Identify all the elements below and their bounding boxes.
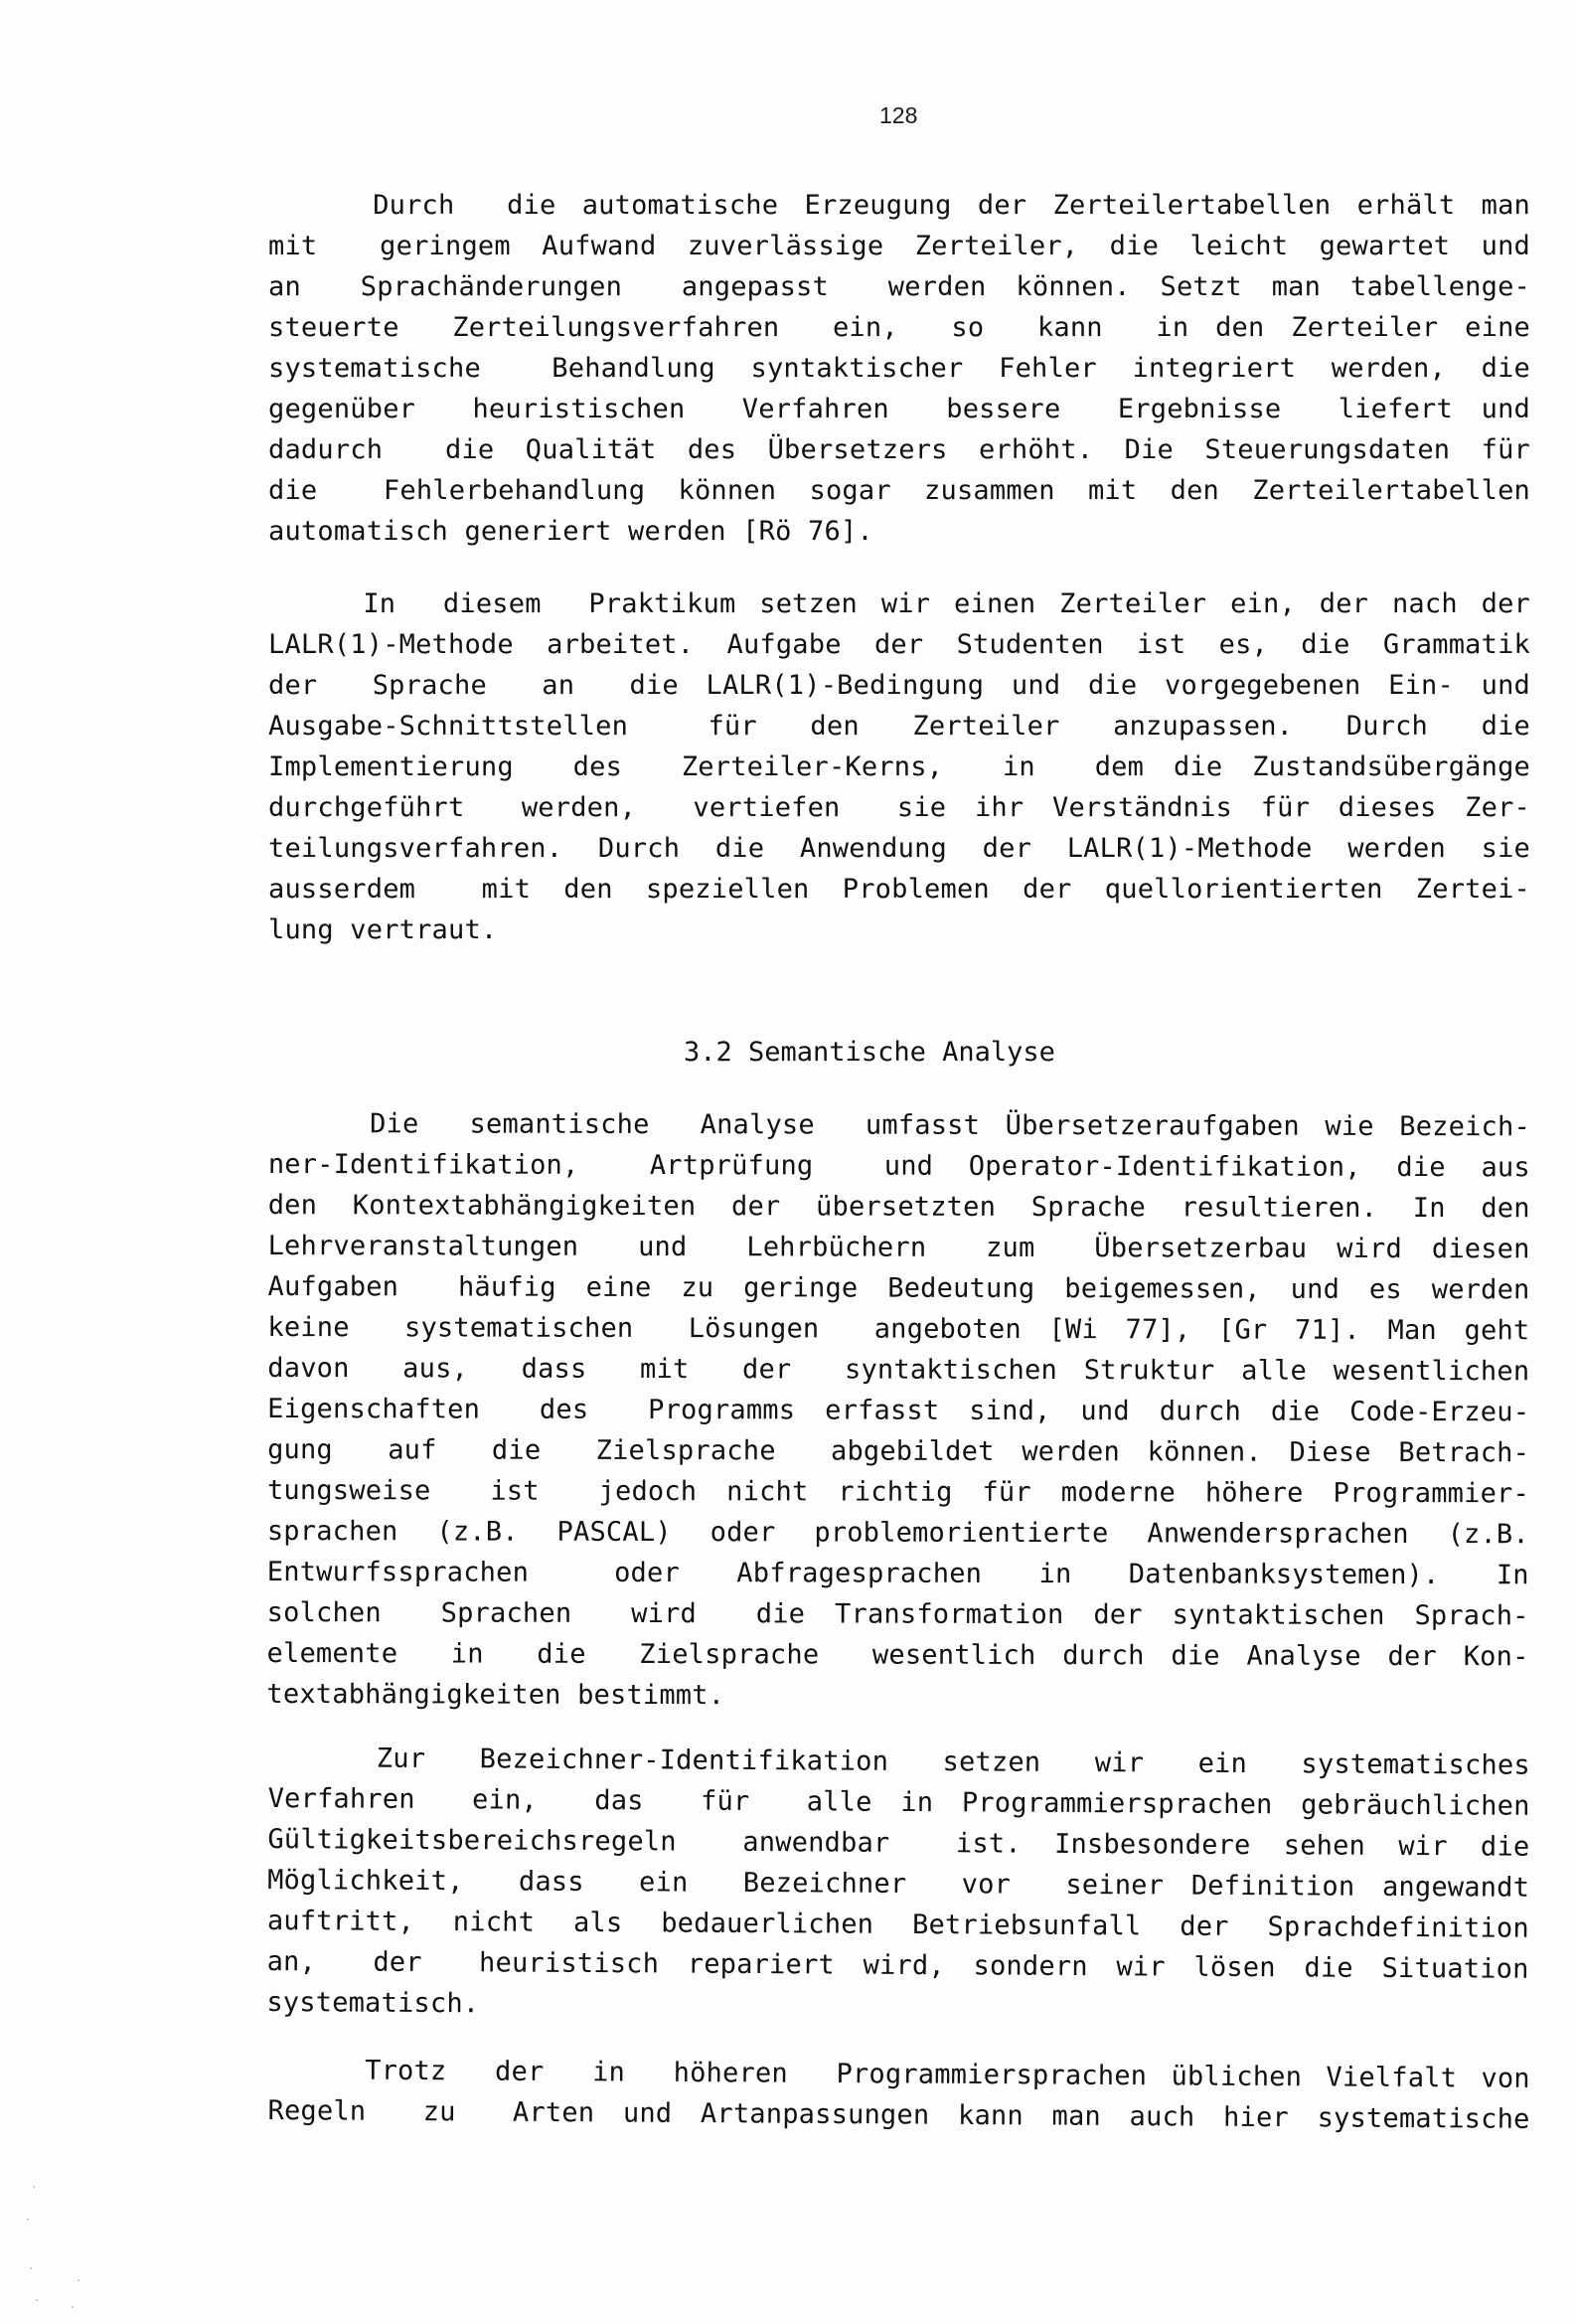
paragraph-praktikum-lalr [268,583,1530,950]
text-line: die Fehlerbehandlung können sogar zusammen mit den Zerteilertabellen [268,475,1530,506]
scan-speck [30,2267,32,2269]
text-line: gegenüber heuristischen Verfahren bessere Ergebnisse liefert und [268,394,1530,424]
paragraph-arten-artanpassungen [267,2050,1530,2140]
text-line: systematisch. [266,1986,480,2020]
text-line: ner-Identifikation, Artprüfung und Operator-Identifikation, die aus [267,1148,1530,1184]
text-line: auftritt, nicht als bedauerlichen Betriebsunfall der Sprachdefinition [266,1905,1529,1944]
text-line: Regeln zu Arten und Artanpassungen kann man auch hier systematische [267,2094,1530,2135]
text-line: In diesem Praktikum setzen wir einen Zerteiler ein, der nach der [268,588,1530,619]
text-line: gung auf die Zielsprache abgebildet werden können. Diese Betrach- [267,1433,1530,1469]
text-line: davon aus, dass mit der syntaktischen Struktur alle wesentlichen [267,1352,1530,1388]
scan-speck [27,2219,29,2221]
scan-speck [33,2186,35,2188]
section-heading: 3.2 Semantische Analyse [684,1037,1055,1068]
text-line: systematische Behandlung syntaktischer Fehler integriert werden, die [268,353,1530,384]
text-line: LALR(1)-Methode arbeitet. Aufgabe der Studenten ist es, die Grammatik [268,629,1530,660]
text-line: Aufgaben häufig eine zu geringe Bedeutung beigemessen, und es werden [267,1270,1530,1306]
text-line: textabhängigkeiten bestimmt. [266,1678,725,1712]
scan-speck [72,2306,74,2308]
paragraph-bezeichner-identifikation [266,1738,1530,2031]
text-line: Ausgabe-Schnittstellen für den Zerteiler anzupassen. Durch die [268,711,1530,742]
text-line: Entwurfssprachen oder Abfragesprachen in Datenbanksystemen). In [266,1556,1529,1591]
text-line: Zur Bezeichner-Identifikation setzen wir ein systematisches [267,1742,1530,1781]
scan-speck [36,2299,38,2301]
text-line: an Sprachänderungen angepasst werden können. Setzt man tabellenge- [268,271,1530,302]
text-line: dadurch die Qualität des Übersetzers erhöht. Die Steuerungsdaten für [268,434,1530,465]
scan-speck [78,2279,79,2281]
text-line: Eigenschaften des Programms erfasst sind, und durch die Code-Erzeu- [267,1393,1530,1428]
text-line: durchgeführt werden, vertiefen sie ihr Verständnis für dieses Zer- [268,792,1530,823]
text-line: teilungsverfahren. Durch die Anwendung der LALR(1)-Methode werden sie [268,833,1530,864]
text-line: Verfahren ein, das für alle in Programmiersprachen gebräuchlichen [267,1782,1530,1822]
text-line: Trotz der in höheren Programmiersprachen üblichen Vielfalt von [267,2055,1530,2094]
text-line: Durch die automatische Erzeugung der Zerteilertabellen erhält man [268,190,1530,221]
text-line: an, der heuristisch repariert wird, sondern wir lösen die Situation [266,1945,1529,1985]
text-line: Implementierung des Zerteiler-Kerns, in dem die Zustandsübergänge [268,751,1530,782]
text-line: Möglichkeit, dass ein Bezeichner vor seiner Definition angewandt [267,1864,1530,1904]
text-line: mit geringem Aufwand zuverlässige Zerteiler, die leicht gewartet und [268,231,1530,261]
text-line: solchen Sprachen wird die Transformation der syntaktischen Sprach- [266,1596,1529,1632]
text-line: keine systematischen Lösungen angeboten [Wi 77], [Gr 71]. Man geht [267,1311,1530,1347]
text-line: automatisch generiert werden [Rö 76]. [268,516,873,547]
text-line: tungsweise ist jedoch nicht richtig für moderne höhere Programmier- [266,1474,1530,1510]
paragraph-semantische-analyse [266,1103,1530,1718]
text-line: der Sprache an die LALR(1)-Bedingung und die vorgegebenen Ein- und [268,670,1530,701]
text-line: Lehrveranstaltungen und Lehrbüchern zum Übersetzerbau wird diesen [267,1230,1530,1265]
text-line: ausserdem mit den speziellen Problemen der quellorientierten Zertei- [268,874,1530,905]
text-line: den Kontextabhängigkeiten der übersetzten Sprache resultieren. In den [267,1189,1530,1225]
text-line: lung vertraut. [268,914,498,945]
text-line: Gültigkeitsbereichsregeln anwendbar ist. Insbesondere sehen wir die [267,1823,1530,1863]
paragraph-zerteilertabellen [268,185,1530,552]
text-line: elemente in die Zielsprache wesentlich durch die Analyse der Kon- [266,1637,1529,1673]
text-line: sprachen (z.B. PASCAL) oder problemorientierte Anwendersprachen (z.B. [266,1515,1529,1551]
text-line: steuerte Zerteilungsverfahren ein, so kann in den Zerteiler eine [268,312,1530,343]
text-line: Die semantische Analyse umfasst Übersetzeraufgaben wie Bezeich- [267,1108,1530,1143]
page-number: 128 [879,102,918,128]
